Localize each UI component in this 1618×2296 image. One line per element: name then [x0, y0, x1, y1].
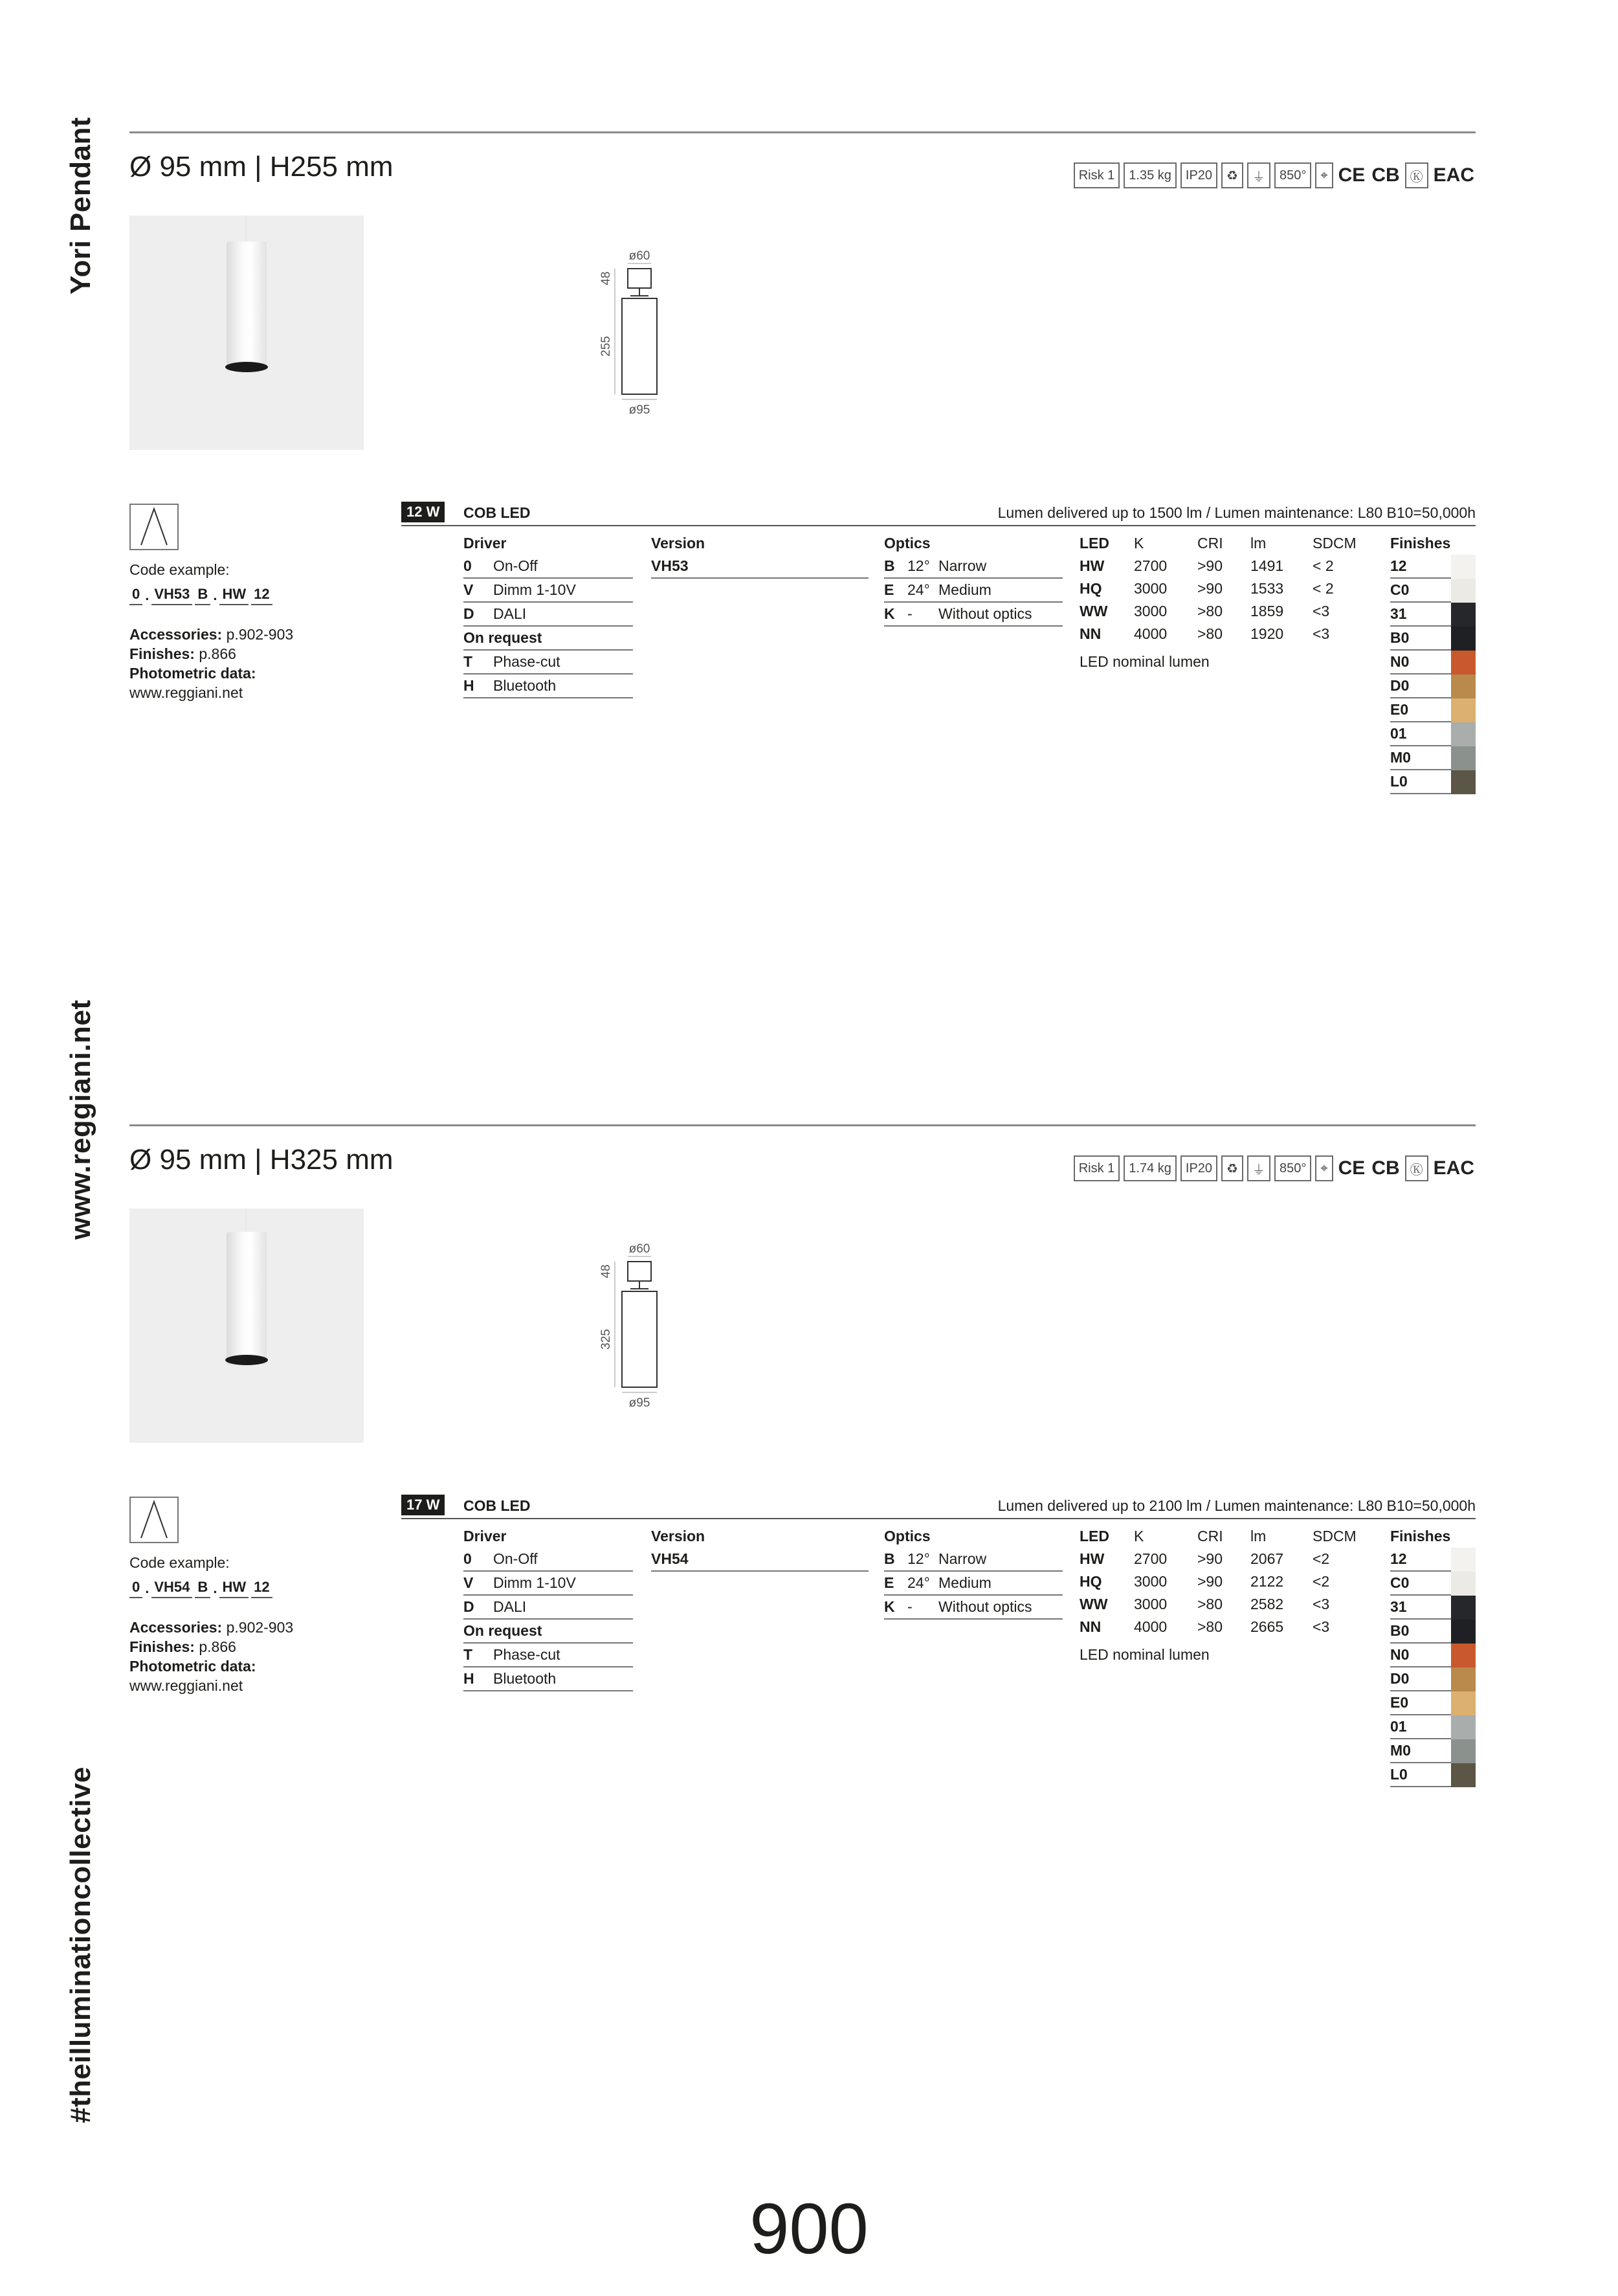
cert-icon: Ⓚ: [1405, 1155, 1428, 1181]
finish-swatch: [1451, 603, 1476, 627]
finish-swatch: [1451, 1572, 1476, 1596]
on-request-label: On request: [463, 1620, 633, 1644]
finish-swatch: [1451, 746, 1476, 770]
cert-icon: 850°: [1274, 1155, 1311, 1181]
finish-row: 01: [1390, 722, 1476, 746]
led-row: WW 3000 >80 1859 <3: [1080, 603, 1330, 619]
driver-header: Driver: [463, 1528, 507, 1544]
dim-top-dia-label: ø60: [628, 249, 650, 263]
spec-header: [401, 500, 1476, 526]
photometric-label: Photometric data:: [129, 1658, 256, 1675]
driver-row: V Dimm 1-10V: [463, 1572, 633, 1596]
driver-row: 0 On-Off: [463, 1548, 633, 1572]
section-title: Ø 95 mm | H255 mm: [129, 151, 393, 183]
optics-row: E 24° Medium: [884, 1572, 1063, 1596]
finish-row: 31: [1390, 603, 1476, 627]
driver-row: D DALI: [463, 1596, 633, 1620]
driver-column: [463, 1524, 633, 1691]
finishes-line: Finishes: p.866: [129, 1638, 236, 1655]
dim-body-dia-label: ø95: [628, 1396, 650, 1410]
optics-row: B 12° Narrow: [884, 555, 1063, 579]
led-note: LED nominal lumen: [1080, 1646, 1210, 1663]
version-header: Version: [651, 535, 705, 552]
code-example-label: Code example:: [129, 561, 230, 578]
optics-header: Optics: [884, 535, 931, 552]
finishes-header: Finishes: [1390, 1528, 1451, 1544]
cert-icon: Risk 1: [1074, 162, 1120, 188]
finish-row: C0: [1390, 1572, 1476, 1596]
lumen-text: Lumen delivered up to 2100 lm / Lumen maintenance: L80 B10=50,000h: [997, 1497, 1476, 1514]
finishes-column: [1390, 1524, 1476, 1787]
finish-row: E0: [1390, 698, 1476, 722]
finish-swatch: [1451, 555, 1476, 579]
optics-row: K - Without optics: [884, 1596, 1063, 1620]
finish-swatch: [1451, 579, 1476, 603]
dim-cap-h-label: 48: [599, 1264, 613, 1278]
driver-row: H Bluetooth: [463, 1667, 633, 1691]
finish-row: L0: [1390, 770, 1476, 794]
photometric-link[interactable]: www.reggiani.net: [129, 1677, 243, 1694]
on-request-label: On request: [463, 627, 633, 651]
finish-swatch: [1451, 651, 1476, 674]
watt-badge: 17 W: [401, 1495, 445, 1515]
finish-row: N0: [1390, 651, 1476, 674]
cert-icon: ⌖: [1315, 162, 1333, 188]
finish-row: 31: [1390, 1596, 1476, 1620]
finish-swatch: [1451, 1763, 1476, 1787]
driver-row: V Dimm 1-10V: [463, 579, 633, 603]
optics-column: [884, 531, 1063, 627]
led-row: NN 4000 >80 1920 <3: [1080, 625, 1330, 642]
finish-row: 12: [1390, 1548, 1476, 1572]
section-rule: [129, 1124, 1476, 1126]
cert-icon: Risk 1: [1074, 1155, 1120, 1181]
cert-icon: 1.74 kg: [1124, 1155, 1177, 1181]
cert-icon: 1.35 kg: [1124, 162, 1177, 188]
cert-icons: [1074, 1155, 1476, 1181]
cert-icon: IP20: [1180, 1155, 1217, 1181]
finish-swatch: [1451, 698, 1476, 722]
finish-row: 01: [1390, 1715, 1476, 1739]
led-row: NN 4000 >80 2665 <3: [1080, 1618, 1330, 1635]
finish-swatch: [1451, 674, 1476, 698]
product-section: [129, 1124, 1476, 1823]
photometric-link[interactable]: www.reggiani.net: [129, 684, 243, 701]
product-photo: [129, 1209, 364, 1443]
finishes-header: Finishes: [1390, 535, 1451, 552]
code-example: 0 . VH53 B . HW 12: [129, 585, 293, 605]
cert-icon: CE: [1338, 1157, 1366, 1179]
code-example-block: [129, 1552, 293, 1695]
cert-icon: CB: [1371, 1157, 1400, 1179]
section-rule: [129, 131, 1476, 133]
dim-body-h-label: 255: [599, 336, 613, 357]
finish-swatch: [1451, 1644, 1476, 1667]
source-type: COB LED: [463, 504, 531, 521]
driver-header: Driver: [463, 535, 507, 552]
finish-row: D0: [1390, 1667, 1476, 1691]
finish-swatch: [1451, 1596, 1476, 1620]
finish-swatch: [1451, 627, 1476, 651]
finish-row: C0: [1390, 579, 1476, 603]
spec-table: [401, 1493, 1476, 1783]
finish-row: 12: [1390, 555, 1476, 579]
optics-row: E 24° Medium: [884, 579, 1063, 603]
driver-row: T Phase-cut: [463, 1644, 633, 1667]
finish-swatch: [1451, 770, 1476, 794]
finish-row: N0: [1390, 1644, 1476, 1667]
cert-icon: ⏚: [1247, 1155, 1270, 1181]
beam-icon: [129, 504, 179, 550]
finish-swatch: [1451, 1620, 1476, 1644]
page-number: 900: [749, 2189, 869, 2269]
dim-cap-h-label: 48: [599, 271, 613, 285]
finish-row: E0: [1390, 1691, 1476, 1715]
driver-row: D DALI: [463, 603, 633, 627]
technical-drawing: [466, 1209, 673, 1442]
beam-icon: [129, 1497, 179, 1543]
led-note: LED nominal lumen: [1080, 653, 1210, 670]
technical-drawing: [466, 216, 673, 449]
cert-icon: IP20: [1180, 162, 1217, 188]
finish-swatch: [1451, 722, 1476, 746]
led-column: [1080, 531, 1364, 671]
photometric-label: Photometric data:: [129, 665, 256, 682]
led-column: [1080, 1524, 1364, 1664]
dim-body-dia-label: ø95: [628, 403, 650, 417]
cert-icons: [1074, 162, 1476, 188]
accessories-line: Accessories: p.902-903: [129, 626, 294, 643]
led-row: HQ 3000 >90 1533 < 2: [1080, 580, 1334, 597]
cert-icon: CB: [1371, 164, 1400, 186]
optics-header: Optics: [884, 1528, 931, 1544]
led-row: HW 2700 >90 2067 <2: [1080, 1550, 1330, 1567]
accessories-line: Accessories: p.902-903: [129, 1619, 294, 1636]
led-header-row: LED K CRI lm SDCM: [1080, 1528, 1357, 1544]
product-section: [129, 131, 1476, 830]
finish-row: M0: [1390, 1739, 1476, 1763]
led-row: HW 2700 >90 1491 < 2: [1080, 557, 1334, 574]
cert-icon: EAC: [1433, 1157, 1474, 1179]
finish-row: B0: [1390, 627, 1476, 651]
lumen-text: Lumen delivered up to 1500 lm / Lumen maintenance: L80 B10=50,000h: [997, 504, 1476, 521]
version-row: VH54: [651, 1548, 869, 1572]
led-row: WW 3000 >80 2582 <3: [1080, 1596, 1330, 1612]
driver-row: H Bluetooth: [463, 674, 633, 698]
driver-row: 0 On-Off: [463, 555, 633, 579]
section-title: Ø 95 mm | H325 mm: [129, 1144, 393, 1176]
code-example-label: Code example:: [129, 1554, 230, 1571]
dim-top-dia-label: ø60: [628, 1242, 650, 1256]
version-header: Version: [651, 1528, 705, 1544]
spec-table: [401, 500, 1476, 790]
dim-body-h-label: 325: [599, 1329, 613, 1350]
finish-swatch: [1451, 1739, 1476, 1763]
finish-row: M0: [1390, 746, 1476, 770]
finishes-line: Finishes: p.866: [129, 645, 236, 662]
finish-row: B0: [1390, 1620, 1476, 1644]
watt-badge: 12 W: [401, 502, 445, 522]
source-type: COB LED: [463, 1497, 531, 1514]
cert-icon: 850°: [1274, 162, 1311, 188]
driver-column: [463, 531, 633, 698]
product-photo: [129, 216, 364, 450]
finish-swatch: [1451, 1691, 1476, 1715]
cert-icon: ⌖: [1315, 1155, 1333, 1181]
cert-icon: ⏚: [1247, 162, 1270, 188]
finish-swatch: [1451, 1548, 1476, 1572]
version-column: [651, 1524, 869, 1572]
optics-column: [884, 1524, 1063, 1620]
driver-row: T Phase-cut: [463, 651, 633, 674]
cert-icon: ♻: [1221, 1155, 1243, 1181]
optics-row: K - Without optics: [884, 603, 1063, 627]
optics-row: B 12° Narrow: [884, 1548, 1063, 1572]
code-example-block: [129, 559, 293, 702]
version-column: [651, 531, 869, 579]
finish-row: L0: [1390, 1763, 1476, 1787]
finishes-column: [1390, 531, 1476, 794]
cert-icon: EAC: [1433, 164, 1474, 186]
code-example: 0 . VH54 B . HW 12: [129, 1577, 293, 1598]
led-header-row: LED K CRI lm SDCM: [1080, 535, 1357, 552]
cert-icon: ♻: [1221, 162, 1243, 188]
finish-row: D0: [1390, 674, 1476, 698]
finish-swatch: [1451, 1667, 1476, 1691]
version-row: VH53: [651, 555, 869, 579]
finish-swatch: [1451, 1715, 1476, 1739]
spec-header: [401, 1493, 1476, 1519]
led-row: HQ 3000 >90 2122 <2: [1080, 1573, 1330, 1590]
cert-icon: Ⓚ: [1405, 162, 1428, 188]
cert-icon: CE: [1338, 164, 1366, 186]
